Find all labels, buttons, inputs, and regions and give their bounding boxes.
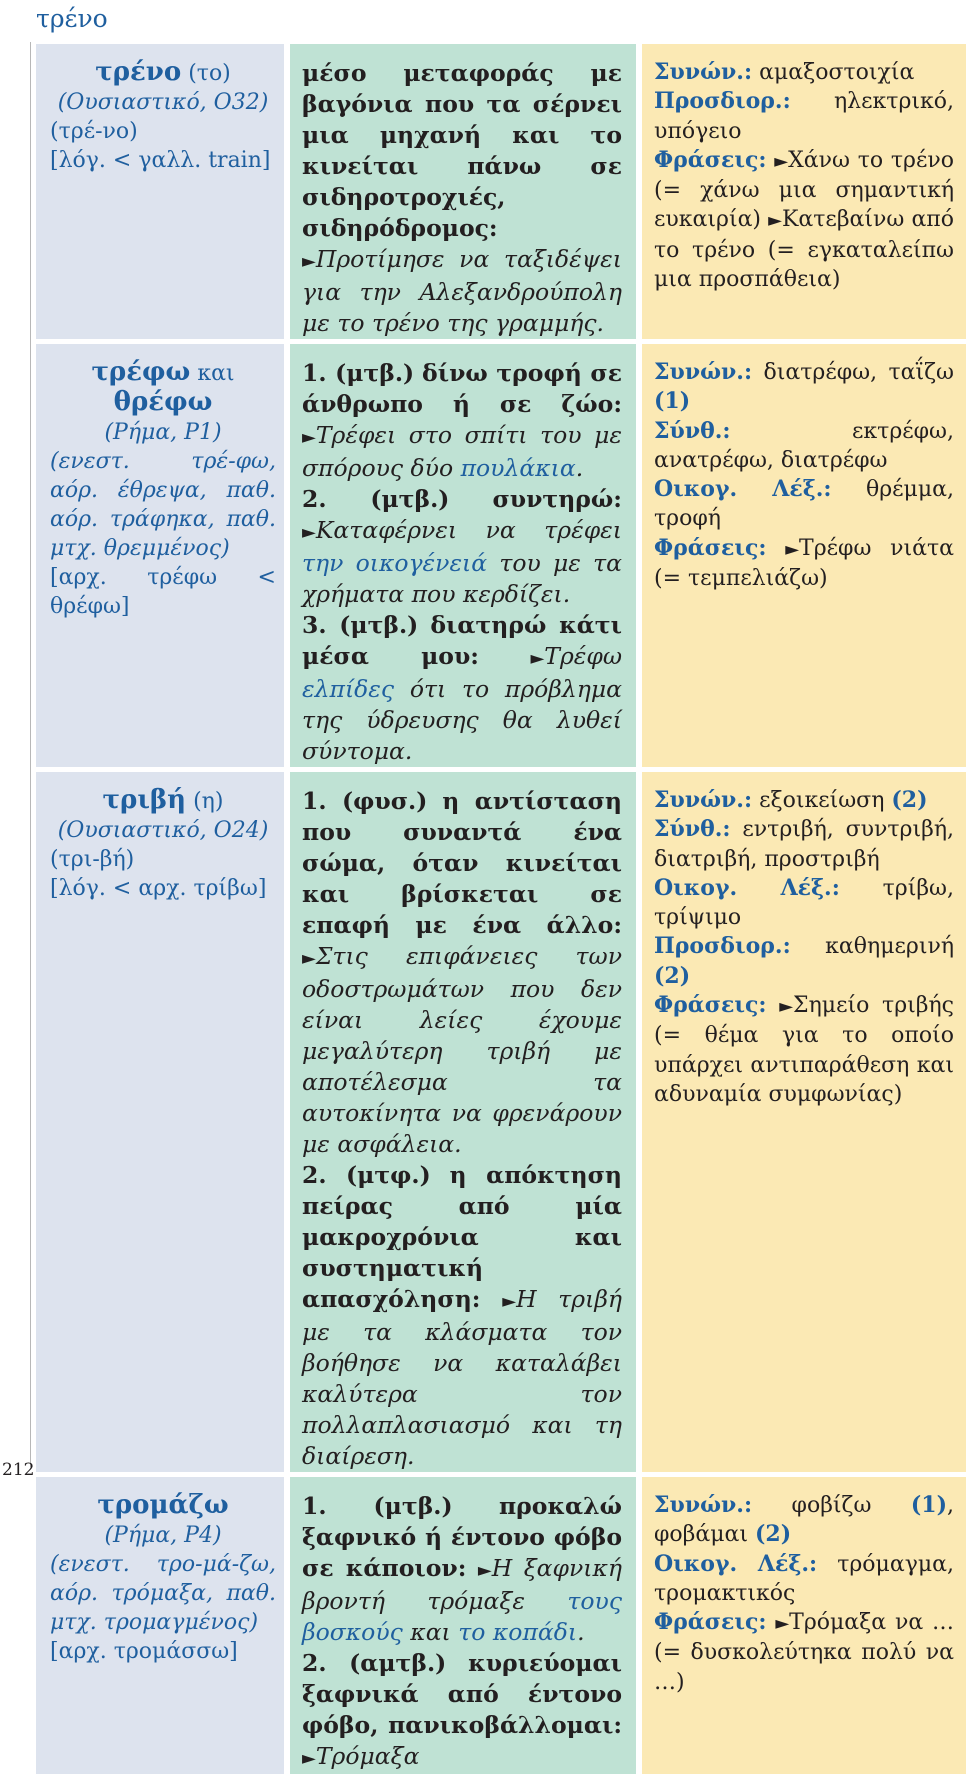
phrase-arrow-icon: ► — [775, 1613, 790, 1635]
example-arrow-icon: ► — [477, 1560, 492, 1581]
word-family-text: θρέμμα, τροφή — [654, 477, 954, 532]
phrases-label: Φράσεις: — [654, 534, 767, 561]
headword-variant: θρέφω — [113, 387, 213, 417]
sense-number: 2. (μτβ.) — [302, 485, 450, 513]
synonyms-label: Συνών.: — [654, 787, 753, 813]
headword-cell — [36, 44, 284, 339]
running-head: τρένο — [36, 4, 108, 33]
example-highlight: τους βοσκούς — [302, 1587, 622, 1646]
syllabification: (τρι-βή) — [50, 847, 135, 872]
headword-cell — [36, 344, 284, 767]
sense-ref: (2) — [654, 962, 691, 989]
headword: τριβή — [102, 785, 187, 815]
example-text: Προτίμησε να ταξιδέψει για την Αλεξανδρούπολη με το τρένο της γραμμής. — [302, 245, 622, 337]
phrases-label: Φράσεις: — [654, 146, 767, 173]
example-punct: . — [577, 1618, 585, 1646]
example-text: Τρέφω — [544, 642, 622, 670]
example-arrow-icon: ► — [302, 251, 316, 272]
example-text: Τρόμαξα — [315, 1742, 420, 1770]
sense-number: 1. (μτβ.) — [302, 1492, 453, 1520]
etymology: [λόγ. < αρχ. τρίβω] — [50, 876, 267, 901]
word-family-label: Οικογ. Λέξ.: — [654, 476, 832, 503]
dictionary-table — [36, 44, 966, 1774]
sense-ref: (2) — [891, 787, 928, 813]
related-cell — [642, 44, 966, 339]
sense-number: 3. (μτβ.) — [302, 611, 419, 639]
synonyms-text: , φοβάμαι — [654, 1493, 955, 1548]
example-text: Στις επιφάνειες των οδοστρωμάτων που δεν είναι λείες έχουμε μεγαλύτερη τριβή με αποτέλεσμα τα αυτοκίνητα να φρενάρουν με ασφάλεια. — [302, 942, 622, 1158]
phrases-label: Φράσεις: — [654, 1609, 767, 1636]
example-highlight: ελπίδες — [302, 675, 395, 703]
synonyms-text: διατρέφω, ταΐζω — [763, 360, 954, 385]
definition-gloss: συντηρώ: — [492, 485, 622, 513]
example-arrow-icon: ► — [302, 948, 316, 969]
phrase-arrow-icon: ► — [785, 538, 800, 560]
phrase-text: Τρόμαξα να … (= δυσκολεύτηκα πολύ να …) — [654, 1610, 954, 1695]
sense-number: 2. (αμτβ.) — [302, 1649, 447, 1677]
sense-number: 2. (μτφ.) — [302, 1161, 431, 1189]
collocations-label: Προσδιορ.: — [654, 933, 791, 960]
example-text: και — [410, 1618, 451, 1646]
phrases-label: Φράσεις: — [654, 992, 767, 1019]
synonyms-label: Συνών.: — [654, 359, 753, 385]
collocations-label: Προσδιορ.: — [654, 88, 791, 115]
definition-cell — [290, 44, 636, 339]
entry-row — [36, 772, 966, 1472]
gutter-divider — [30, 42, 31, 1467]
definition-gloss: προκαλώ ξαφνικό ή έντονο φόβο σε κάποιον: — [302, 1492, 622, 1582]
headword-line — [50, 358, 276, 418]
inflection: (ενεστ. τρέ-φω, αόρ. έθρεψα, παθ. αόρ. τράφηκα, παθ. μτχ. θρεμμένος) — [50, 449, 276, 561]
etymology: [λόγ. < γαλλ. train] — [50, 148, 271, 173]
example-arrow-icon: ► — [502, 1291, 517, 1312]
collocations-text: ηλεκτρικό, υπόγειο — [654, 89, 954, 144]
definition-gloss: η απόκτηση πείρας από μία μακροχρόνια και συστηματική απασχόληση: — [302, 1161, 622, 1313]
collocations-text: καθημερινή — [825, 934, 954, 960]
headword-cell — [36, 772, 284, 1472]
example-text: Η ξαφνική βροντή τρόμαξε — [302, 1554, 622, 1615]
phrase-arrow-icon: ► — [779, 996, 794, 1018]
sense-number: 1. (φυσ.) — [302, 787, 428, 815]
related-cell — [642, 1477, 966, 1774]
example-arrow-icon: ► — [302, 1748, 316, 1769]
synonyms-text: αμαξοστοιχία — [759, 60, 915, 85]
compounds-text: εντριβή, συντριβή, διατριβή, προστριβή — [654, 817, 955, 872]
synonyms-text: φοβίζω — [791, 1493, 872, 1518]
definition-gloss: δίνω τροφή σε άνθρωπο ή σε ζώο: — [302, 359, 622, 418]
definition-gloss: η αντίσταση που συναντά ένα σώμα, όταν κινείται και βρίσκεται σε επαφή με ένα άλλο: — [302, 787, 622, 939]
synonyms-label: Συνών.: — [654, 1492, 753, 1518]
example-arrow-icon: ► — [302, 522, 316, 543]
related-cell — [642, 344, 966, 767]
part-of-speech: (Ρήμα, Ρ4) — [104, 1523, 222, 1548]
definition-cell — [290, 772, 636, 1472]
definition-gloss: κυριεύομαι ξαφνικά από έντονο φόβο, πανικοβάλλομαι: — [302, 1649, 622, 1739]
compounds-text: εκτρέφω, ανατρέφω, διατρέφω — [654, 418, 954, 473]
phrase-text: Σημείο τριβής (= θέμα για το οποίο υπάρχει αντιπαράθεση και αδυναμία συμφωνίας) — [654, 993, 955, 1107]
definition-gloss: διατηρώ κάτι μέσα μου: — [302, 611, 622, 670]
headword-line — [50, 786, 276, 816]
sense-ref: (1) — [910, 1492, 948, 1518]
connector: και — [197, 361, 235, 386]
compounds-label: Σύνθ.: — [654, 816, 731, 843]
sense-number: 1. (μτβ.) — [302, 359, 415, 387]
headword-line — [50, 1491, 276, 1521]
example-punct: . — [575, 454, 584, 482]
compounds-label: Σύνθ.: — [654, 417, 731, 444]
example-text: Καταφέρνει να τρέφει — [315, 516, 622, 544]
sense-ref: (1) — [654, 388, 691, 415]
example-highlight: το κοπάδι — [458, 1618, 578, 1646]
phrase-text: Χάνω το τρένο (= χάνω μια σημαντική ευκαιρία) — [654, 147, 954, 233]
entry-row — [36, 1477, 966, 1774]
definition-gloss: μέσο μεταφοράς με βαγόνια που τα σέρνει μια μηχανή και το κινείται πάνω σε σιδηροτροχιές, σιδηρόδρομος: — [302, 59, 622, 242]
related-cell — [642, 772, 966, 1472]
word-family-label: Οικογ. Λέξ.: — [654, 1550, 818, 1577]
example-highlight: την οικογένειά — [302, 549, 488, 577]
example-text: ότι το πρόβλημα της ύδρευσης θα λυθεί σύντομα. — [302, 675, 622, 765]
entry-row — [36, 344, 966, 767]
definition-cell — [290, 1477, 636, 1774]
headword-cell — [36, 1477, 284, 1774]
page-number: 212 — [2, 1460, 35, 1480]
word-family-text: τρίβω, τρίψιμο — [654, 875, 954, 931]
headword: τρομάζω — [97, 1490, 229, 1520]
syllabification: (τρέ-νο) — [50, 119, 138, 144]
part-of-speech: (Ουσιαστικό, Ο24) — [57, 818, 269, 843]
example-text: του με τα χρήματα που κερδίζει. — [302, 549, 622, 608]
etymology: [αρχ. τρέφω < θρέφω] — [50, 565, 276, 619]
definition-cell — [290, 344, 636, 767]
headword: τρένο — [95, 57, 182, 87]
inflection: (ενεστ. τρο-μά-ζω, αόρ. τρόμαξα, παθ. μτχ. τρομαγμένος) — [50, 1552, 276, 1635]
phrase-text: Τρέφω νιάτα (= τεμπελιάζω) — [654, 535, 954, 592]
phrase-arrow-icon: ► — [774, 150, 789, 172]
example-text: Τρέφει στο σπίτι του με σπόρους δύο — [302, 421, 622, 482]
example-arrow-icon: ► — [530, 648, 545, 669]
word-family-label: Οικογ. Λέξ.: — [654, 874, 840, 901]
part-of-speech: (Ρήμα, Ρ1) — [104, 420, 222, 445]
synonyms-text: εξοικείωση — [759, 788, 885, 813]
sense-ref: (2) — [755, 1521, 792, 1548]
etymology: [αρχ. τρομάσσω] — [50, 1639, 238, 1664]
example-text: Η τριβή με τα κλάσματα τον βοήθησε να καταλάβει καλύτερα τον πολλαπλασιασμό και τη διαίρεση. — [302, 1285, 622, 1470]
word-family-text: τρόμαγμα, τρομακτικός — [654, 1551, 954, 1606]
gender: (η) — [193, 789, 224, 814]
synonyms-label: Συνών.: — [654, 59, 753, 85]
gender: (το) — [188, 61, 231, 86]
phrase-arrow-icon: ► — [768, 210, 782, 232]
headword-line — [50, 58, 276, 88]
example-arrow-icon: ► — [302, 427, 316, 448]
phrase-text: Κατεβαίνω από το τρένο (= εγκαταλείπω μια προσπάθεια) — [654, 207, 954, 293]
entry-row — [36, 44, 966, 339]
headword: τρέφω — [91, 357, 191, 387]
part-of-speech: (Ουσιαστικό, Ο32) — [57, 90, 269, 115]
example-highlight: πουλάκια — [460, 454, 576, 482]
